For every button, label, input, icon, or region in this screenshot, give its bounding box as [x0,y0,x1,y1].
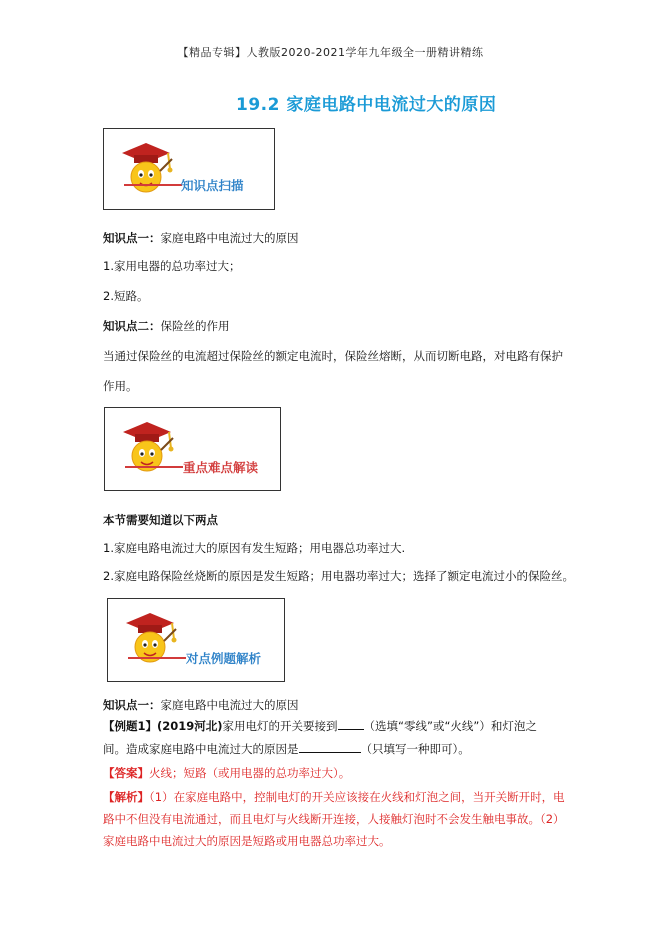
blank-2[interactable] [299,752,361,753]
k2-para-line-2: 作用。 [103,379,138,393]
section2-item-1: 1.家庭电路电流过大的原因有发生短路；用电器总功率过大. [103,541,406,555]
page-title: 19.2 家庭电路中电流过大的原因 [236,95,497,115]
example-source: (2019河北) [157,719,223,733]
example-text-a: 家用电灯的开关要接到 [222,719,338,733]
page-header: 【精品专辑】人教版2020-2021学年九年级全一册精讲精练 [177,46,484,59]
box-title: 重点难点解读 [183,460,259,475]
section2-item-2: 2.家庭电路保险丝烧断的原因是发生短路；用电器功率过大；选择了额定电流过小的保险丝。 [103,569,574,583]
analysis-line-3: 家庭电路中电流过大的原因是短路或用电器总功率过大。 [103,834,391,848]
analysis-line-1 [103,789,565,806]
section-box-example [107,598,285,682]
ex-k1-line [103,697,299,714]
box-title: 知识点扫描 [181,178,244,193]
analysis-line-2: 路中不但没有电流通过，而且电灯与火线断开连接，人接触灯泡时不会发生触电事故。（2） [103,812,565,826]
answer-label: 【答案】 [103,766,149,780]
k1-item-1: 1.家用电器的总功率过大； [103,259,241,273]
mascot-graduate-icon [116,137,174,197]
blank-1[interactable] [338,729,364,730]
example-line2-a: 间。造成家庭电路中电流过大的原因是 [103,742,299,756]
section2-heading: 本节需要知道以下两点 [103,513,218,527]
k1-text: 家庭电路中电流过大的原因 [160,231,299,245]
example-line2-b: （只填写一种即可）。 [360,742,470,756]
analysis-label: 【解析】 [103,790,149,804]
box-underline [124,184,182,186]
section-box-key-points [104,407,281,491]
k2-line [103,318,230,335]
ex-k1-text: 家庭电路中电流过大的原因 [160,698,299,712]
answer-text: 火线；短路（或用电器的总功率过大）。 [149,766,351,780]
example-label: 【例题1】 [103,719,158,733]
analysis-text-1: （1）在家庭电路中，控制电灯的开关应该接在火线和灯泡之间，当开关断开时，电 [149,790,565,804]
section-box-knowledge-scan [103,128,275,210]
k1-line [103,230,299,247]
k1-label: 知识点一： [103,231,161,245]
k1-item-2: 2.短路。 [103,289,149,303]
ex-k1-label: 知识点一： [103,698,161,712]
k2-text: 保险丝的作用 [160,319,230,333]
k2-label: 知识点二： [103,319,161,333]
box-title: 对点例题解析 [186,651,262,666]
answer-line [103,765,350,782]
k2-para-line-1: 当通过保险丝的电流超过保险丝的额定电流时，保险丝熔断，从而切断电路，对电路有保护 [103,349,563,363]
example-line-2 [103,741,470,758]
box-underline [128,657,186,659]
example-line-1 [103,718,537,735]
example-text-b: （选填“零线”或“火线”）和灯泡之 [363,719,537,733]
box-underline [125,466,183,468]
